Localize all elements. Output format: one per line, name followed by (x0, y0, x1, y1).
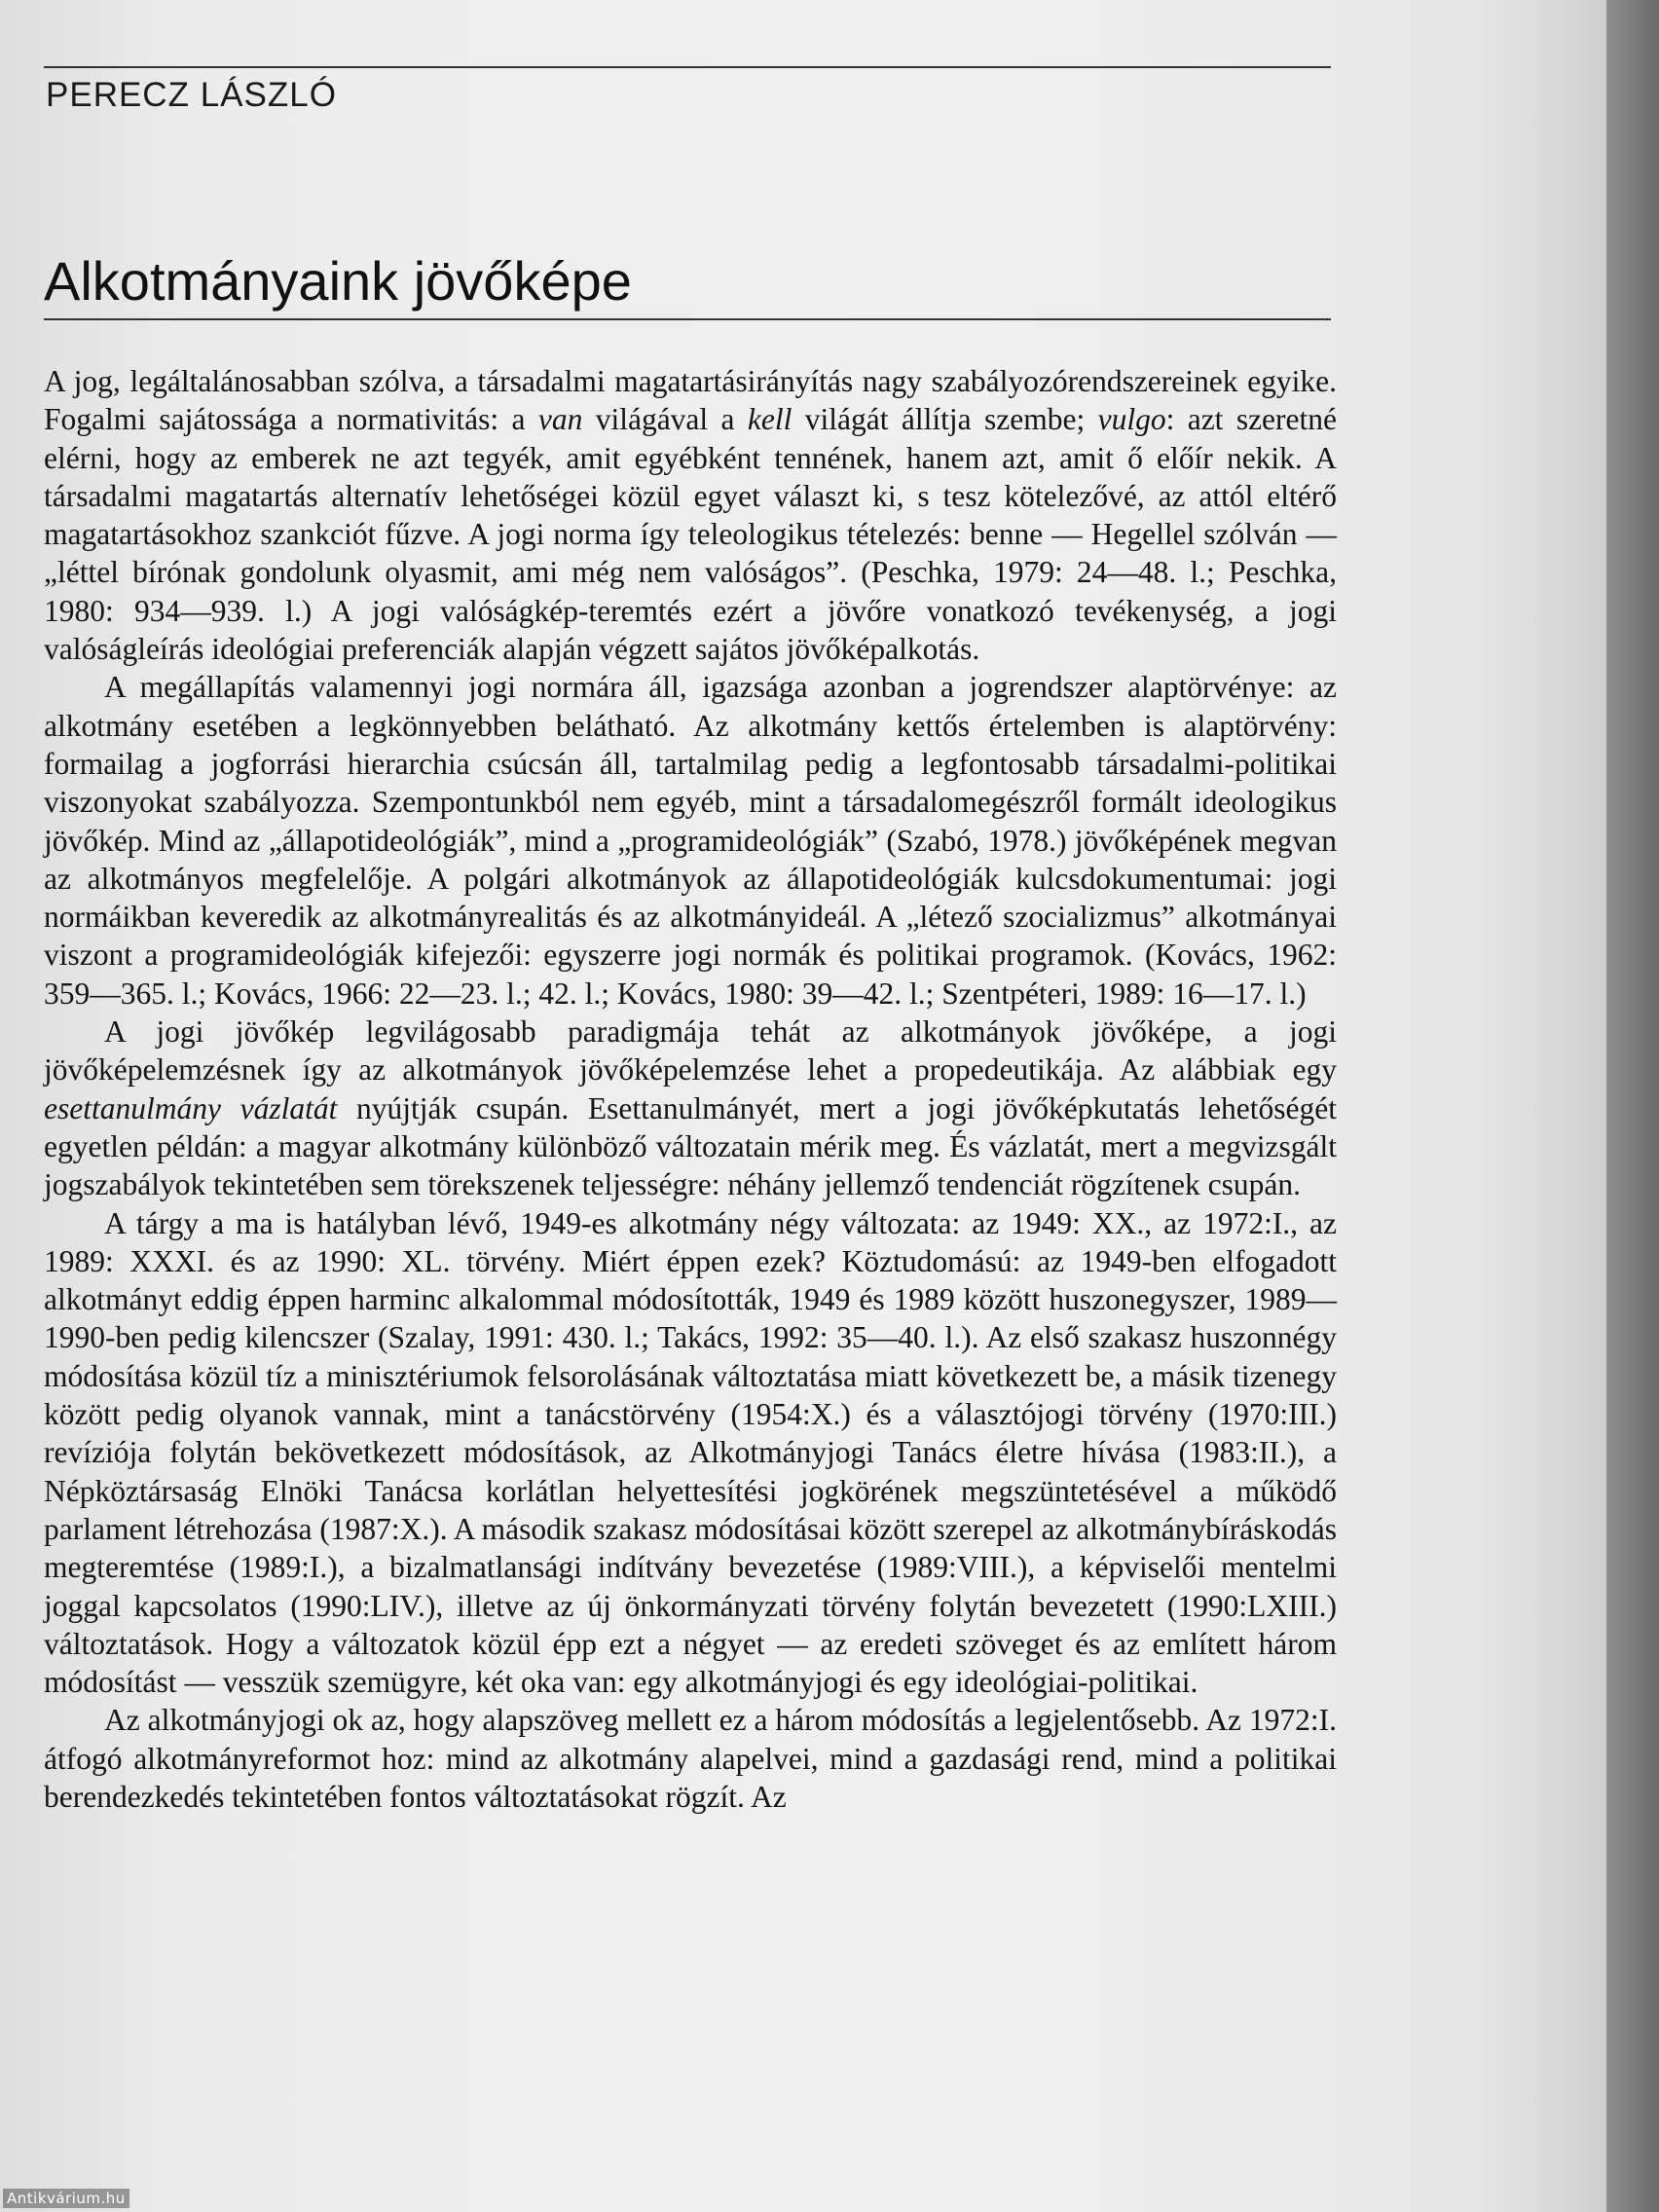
text-run: A tárgy a ma is hatályban lévő, 1949-es alkotmány négy változata: az 1949: XX., az 1972:I., az 1989: XXXI. és az 1990: XL. törvény. Miért éppen ezek? Köztudomású: az 1949-ben elfogadott alkotmányt eddig éppen harminc alkalommal módosították, 1949 és 1989 között huszonegyszer, 1989—1990-ben pedig kilencszer (Szalay, 1991: 430. l.; Takács, 1992: 35—40. l.). Az első szakasz huszonnégy módosítása közül tíz a minisztériumok felsorolásának változtatása miatt következett be, a másik tizenegy között pedig olyanok vannak, mint a tanácstörvény (1954:X.) és a választójogi törvény (1970:III.) revíziója folytán bekövetkezett módosítások, az Alkotmányjogi Tanács életre hívása (1983:II.), a Népköztársaság Elnöki Tanácsa korlátlan helyettesítési jogkörének megszüntetésével a működő parlament létrehozása (1987:X.). A második szakasz módosításai között szerepel az alkotmánybíráskodás megteremtése (1989:I.), a bizalmatlansági indítvány bevezetése (1989:VIII.), a képviselői mentelmi joggal kapcsolatos (1990:LIV.), illetve az új önkormányzati törvény folytán bevezetett (1990:LXIII.) változtatások. Hogy a változatok közül épp ezt a négyet — az eredeti szöveget és az említett három módosítást — vesszük szemügyre, két oka van: egy alkotmányjogi és egy ideológiai-politikai. (44, 1205, 1337, 1700)
italic-text-run: esettanulmány vázlatát (44, 1090, 338, 1125)
text-run: A megállapítás valamennyi jogi normára áll, igazsága azonban a jogrendszer alaptörvénye: az alkotmány esetében a legkönnyebben belátható. Az alkotmány kettős értelemben is alaptörvény: formailag a jogforrási hierarchia csúcsán áll, tartalmilag pedig a legfontosabb társadalmi-politikai viszonyokat szabályozza. Szempontunkból nem egyéb, mint a társadalomegészről formált ideologikus jövőkép. Mind az „állapotideológiák”, mind a „programideológiák” (Szabó, 1978.) jövőképének megvan az alkotmányos megfelelője. A polgári alkotmányok az állapotideológiák kulcsdokumentumai: jogi normáikban keveredik az alkotmányrealitás és az alkotmányideál. A „létező szocializmus” alkotmányai viszont a programideológiák kifejezői: egyszerre jogi normák és politikai programok. (Kovács, 1962: 359—365. l.; Kovács, 1966: 22—23. l.; 42. l.; Kovács, 1980: 39—42. l.; Szentpéteri, 1989: 16—17. l.) (44, 670, 1337, 1011)
article-body (44, 362, 1337, 1816)
top-rule (44, 66, 1331, 68)
text-run: A jogi jövőkép legvilágosabb paradigmája tehát az alkotmányok jövőképe, a jogi jövőképelemzésnek így az alkotmányok jövőképelemzése lehet a propedeutikája. Az alábbiak egy (44, 1014, 1337, 1088)
paragraph-3 (44, 1013, 1337, 1203)
title-rule (44, 318, 1331, 320)
paragraph-1 (44, 362, 1337, 668)
paragraph-5 (44, 1701, 1337, 1816)
paragraph-4 (44, 1204, 1337, 1702)
text-run: nyújtják csupán. Esettanulmányét, mert a jogi jövőképkutatás lehetőségét egyetlen példán: a magyar alkotmány különböző változatain mérik meg. És vázlatát, mert a megvizsgált jogszabályok tekintetében sem törekszenek teljességre: néhány jellemző tendenciát rögzítenek csupán. (44, 1090, 1338, 1202)
italic-text-run: kell (747, 402, 793, 437)
article-title: Alkotmányaink jövőképe (44, 250, 632, 312)
text-run: világával a (582, 402, 748, 437)
text-run: : azt szeretné elérni, hogy az emberek ne azt tegyék, amit egyébként tennének, hanem azt, amit ő előír nekik. A társadalmi magatartás alternatív lehetőségei közül egyet választ ki, s tesz kötelezővé, az attól eltérő magatartásokhoz szankciót fűzve. A jogi norma így teleologikus tételezés: benne — Hegellel szólván — „léttel bírónak gondolunk olyasmit, ami még nem valóságos”. (Peschka, 1979: 24—48. l.; Peschka, 1980: 934—939. l.) A jogi valóságkép-teremtés ezért a jövőre vonatkozó tevékenység, a jogi valóságleírás ideológiai preferenciák alapján végzett sajátos jövőképalkotás. (44, 402, 1337, 667)
text-run: világát állítja szembe; (792, 402, 1098, 437)
text-run: Az alkotmányjogi ok az, hogy alapszöveg mellett ez a három módosítás a legjelentősebb. Az 1972:I. átfogó alkotmányreformot hoz: mind az alkotmány alapelvei, mind a gazdasági rend, mind a politikai berendezkedés tekintetében fontos változtatásokat rögzít. Az (44, 1703, 1337, 1814)
text-run: A jog, legáltalánosabban szólva, a társadalmi magatartásirányítás nagy szabályozórendszereinek egyike. Fogalmi sajátossága a normativitás: a (44, 364, 1337, 437)
book-edge-shadow (1606, 0, 1659, 2212)
watermark-label: Antikvárium.hu (3, 2189, 129, 2208)
paragraph-2 (44, 668, 1337, 1013)
italic-text-run: vulgo (1097, 402, 1166, 437)
author-name: PERECZ LÁSZLÓ (46, 76, 337, 114)
italic-text-run: van (537, 402, 583, 437)
